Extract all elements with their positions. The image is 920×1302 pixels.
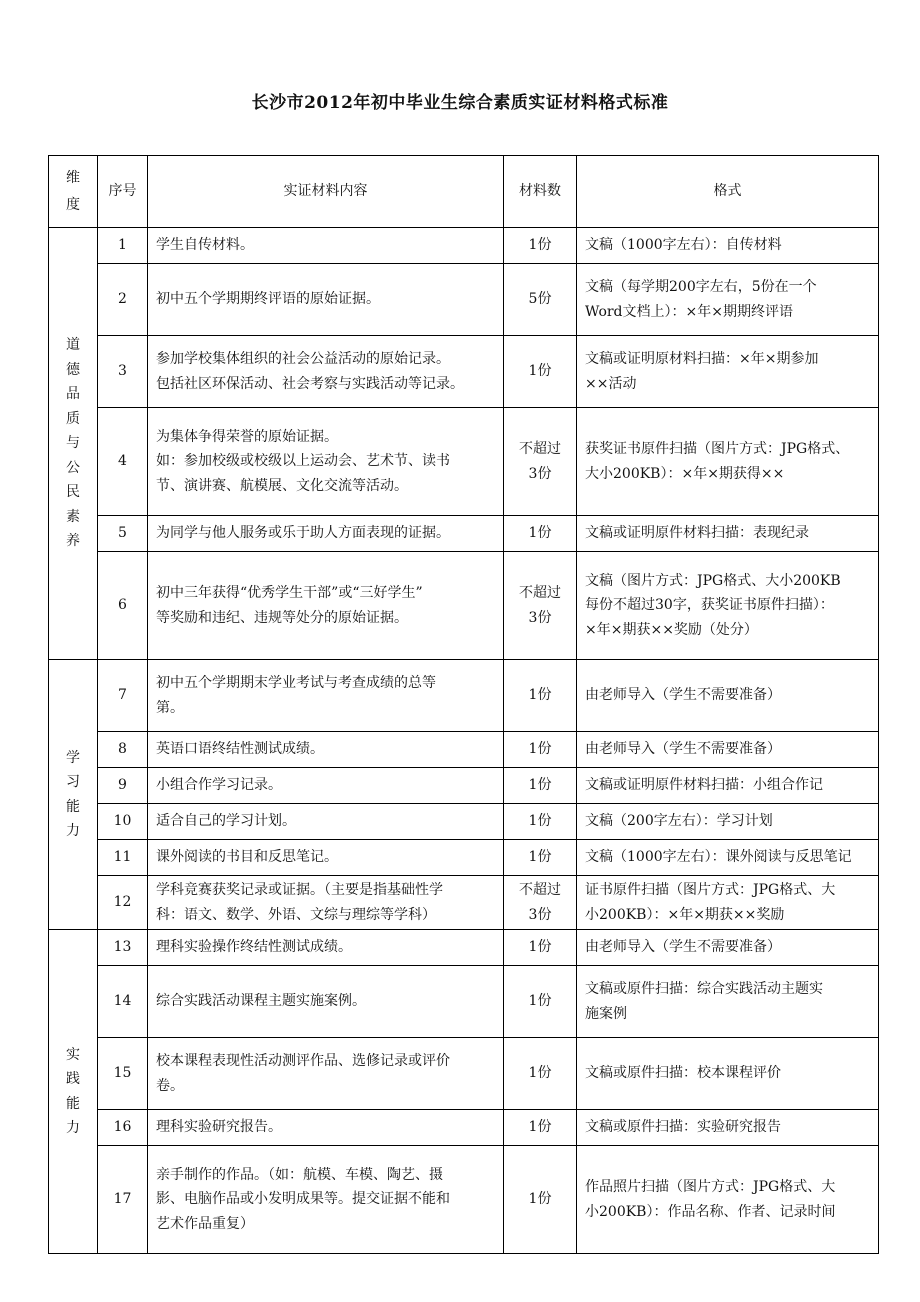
table-row — [49, 336, 879, 408]
header-number: 序号 — [98, 156, 148, 228]
material-count: 1份 — [504, 804, 577, 840]
material-format: 文稿（图片方式：JPG格式、大小200KB 每份不超过30字，获奖证书原件扫描）： ×年×期获××奖励（处分） — [577, 552, 879, 660]
table-row — [49, 660, 879, 732]
material-count: 1份 — [504, 732, 577, 768]
material-content: 综合实践活动课程主题实施案例。 — [148, 966, 504, 1038]
header-count: 材料数 — [504, 156, 577, 228]
material-count: 1份 — [504, 516, 577, 552]
material-format: 由老师导入（学生不需要准备） — [577, 930, 879, 966]
table-row — [49, 1038, 879, 1110]
row-number: 14 — [98, 966, 148, 1038]
material-format: 由老师导入（学生不需要准备） — [577, 660, 879, 732]
material-format: 文稿（1000字左右）：课外阅读与反思笔记 — [577, 840, 879, 876]
page-title: 长沙市2012年初中毕业生综合素质实证材料格式标准 — [251, 93, 669, 113]
row-number: 15 — [98, 1038, 148, 1110]
material-content: 学科竞赛获奖记录或证据。（主要是指基础性学 科：语文、数学、外语、文综与理综等学科） — [148, 876, 504, 930]
material-format: 获奖证书原件扫描（图片方式：JPG格式、 大小200KB）：×年×期获得×× — [577, 408, 879, 516]
material-count: 1份 — [504, 1110, 577, 1146]
header-row — [49, 156, 879, 228]
material-content: 学生自传材料。 — [148, 228, 504, 264]
material-content: 亲手制作的作品。（如：航模、车模、陶艺、摄 影、电脑作品或小发明成果等。提交证据不能和 艺术作品重复） — [148, 1146, 504, 1254]
table-row — [49, 840, 879, 876]
table-row — [49, 516, 879, 552]
material-format: 文稿或证明原件材料扫描：小组合作记 — [577, 768, 879, 804]
material-count: 1份 — [504, 228, 577, 264]
material-content: 参加学校集体组织的社会公益活动的原始记录。 包括社区环保活动、社会考察与实践活动等记录。 — [148, 336, 504, 408]
table-row — [49, 804, 879, 840]
material-content: 小组合作学习记录。 — [148, 768, 504, 804]
material-content: 课外阅读的书目和反思笔记。 — [148, 840, 504, 876]
table-row — [49, 930, 879, 966]
dimension-cell: 实 践 能 力 — [49, 930, 98, 1254]
row-number: 11 — [98, 840, 148, 876]
material-count: 1份 — [504, 966, 577, 1038]
header-format: 格式 — [577, 156, 879, 228]
header-content: 实证材料内容 — [148, 156, 504, 228]
material-format: 文稿（200字左右）：学习计划 — [577, 804, 879, 840]
material-count: 1份 — [504, 768, 577, 804]
table-row — [49, 768, 879, 804]
row-number: 17 — [98, 1146, 148, 1254]
material-format: 文稿或原件扫描：实验研究报告 — [577, 1110, 879, 1146]
dimension-cell: 道 德 品 质 与 公 民 素 养 — [49, 228, 98, 660]
table-row — [49, 552, 879, 660]
material-content: 校本课程表现性活动测评作品、选修记录或评价 卷。 — [148, 1038, 504, 1110]
material-count: 1份 — [504, 336, 577, 408]
row-number: 3 — [98, 336, 148, 408]
material-count: 1份 — [504, 930, 577, 966]
dimension-cell: 学 习 能 力 — [49, 660, 98, 930]
material-content: 理科实验操作终结性测试成绩。 — [148, 930, 504, 966]
material-format: 文稿或原件扫描：综合实践活动主题实 施案例 — [577, 966, 879, 1038]
material-format: 文稿或证明原材料扫描：×年×期参加 ××活动 — [577, 336, 879, 408]
material-content: 初中五个学期期终评语的原始证据。 — [148, 264, 504, 336]
row-number: 13 — [98, 930, 148, 966]
table-row — [49, 228, 879, 264]
material-count: 不超过 3份 — [504, 876, 577, 930]
material-count: 不超过 3份 — [504, 552, 577, 660]
table-row — [49, 732, 879, 768]
material-format: 证书原件扫描（图片方式：JPG格式、大 小200KB）：×年×期获××奖励 — [577, 876, 879, 930]
material-count: 1份 — [504, 660, 577, 732]
row-number: 10 — [98, 804, 148, 840]
row-number: 7 — [98, 660, 148, 732]
material-format: 作品照片扫描（图片方式：JPG格式、大 小200KB）：作品名称、作者、记录时间 — [577, 1146, 879, 1254]
material-content: 为集体争得荣誉的原始证据。 如：参加校级或校级以上运动会、艺术节、读书 节、演讲赛、航模展、文化交流等活动。 — [148, 408, 504, 516]
table-row — [49, 408, 879, 516]
material-format: 文稿（1000字左右）：自传材料 — [577, 228, 879, 264]
material-format: 文稿或证明原件材料扫描：表现纪录 — [577, 516, 879, 552]
row-number: 6 — [98, 552, 148, 660]
row-number: 1 — [98, 228, 148, 264]
row-number: 5 — [98, 516, 148, 552]
evidence-standards-table — [48, 155, 879, 1254]
table-row — [49, 1146, 879, 1254]
material-count: 不超过 3份 — [504, 408, 577, 516]
material-format: 文稿或原件扫描：校本课程评价 — [577, 1038, 879, 1110]
material-content: 理科实验研究报告。 — [148, 1110, 504, 1146]
material-content: 初中五个学期期末学业考试与考查成绩的总等 第。 — [148, 660, 504, 732]
header-dimension: 维 度 — [49, 156, 98, 228]
table-row — [49, 264, 879, 336]
material-content: 为同学与他人服务或乐于助人方面表现的证据。 — [148, 516, 504, 552]
material-format: 由老师导入（学生不需要准备） — [577, 732, 879, 768]
material-content: 英语口语终结性测试成绩。 — [148, 732, 504, 768]
table-row — [49, 1110, 879, 1146]
table-row — [49, 876, 879, 930]
row-number: 4 — [98, 408, 148, 516]
material-content: 初中三年获得“优秀学生干部”或“三好学生” 等奖励和违纪、违规等处分的原始证据。 — [148, 552, 504, 660]
material-content: 适合自己的学习计划。 — [148, 804, 504, 840]
row-number: 9 — [98, 768, 148, 804]
material-count: 1份 — [504, 1038, 577, 1110]
material-count: 1份 — [504, 1146, 577, 1254]
table-row — [49, 966, 879, 1038]
row-number: 12 — [98, 876, 148, 930]
row-number: 2 — [98, 264, 148, 336]
row-number: 8 — [98, 732, 148, 768]
material-count: 5份 — [504, 264, 577, 336]
material-count: 1份 — [504, 840, 577, 876]
material-format: 文稿（每学期200字左右，5份在一个 Word文档上）：×年×期期终评语 — [577, 264, 879, 336]
row-number: 16 — [98, 1110, 148, 1146]
